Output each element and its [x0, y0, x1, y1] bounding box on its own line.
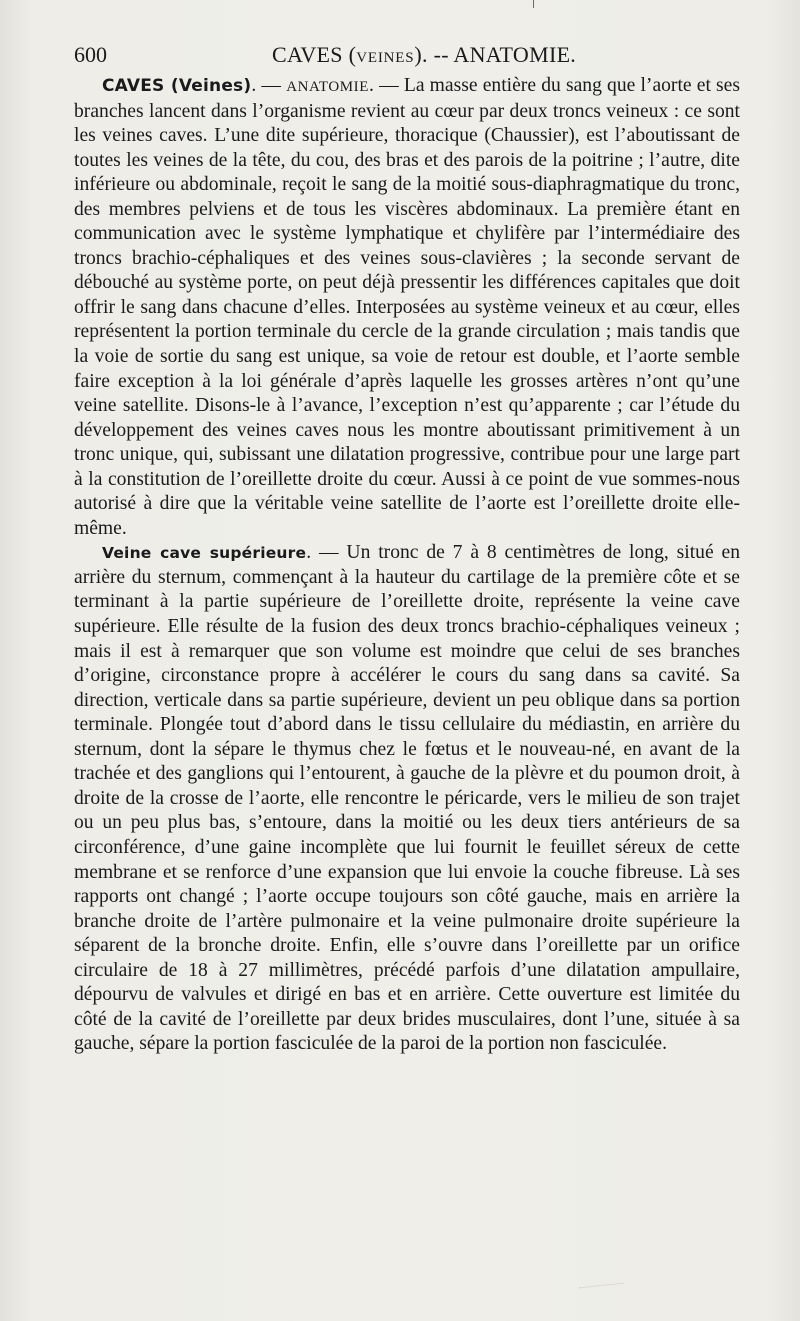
paragraph-intro-text: . — La masse entière du sang que l’aorte et ses branches lancent dans l’organisme revient au cœur par deux troncs veineux : ce sont les veines caves. L’une dite supérieure, thoracique (Chaussier), est l’aboutissant de toutes les veines de la tête, du cou, des bras et des parois de la poitrine ; l’autre, dite inférieure ou abdominale, reçoit le sang de la moitié sous-diaphragmatique du tronc, des membres pelviens et de tous les viscères abdominaux. La première étant en communication avec le système lymphatique et chylifère par l’intermédiaire des troncs brachio-céphaliques et des veines sous-clavières ; la seconde servant de débouché au système porte, on peut déjà pressentir les différences capitales que doit offrir le sang dans chacune d’elles. Interposées au système veineux et au cœur, elles représentent la portion terminale du cercle de la grande circulation ; mais tandis que la voie de sortie du sang est unique, sa voie de retour est double, et l’aorte semble faire exception à la loi générale d’après laquelle les grosses artères n’ont qu’une veine satellite. Disons-le à l’avance, l’exception n’est qu’apparente ; car l’étude du développement des veines caves nous les montre aboutissant primitivement à un tronc unique, qui, subissant une dilatation progressive, contribue pour une large part à la constitution de l’oreillette droite du cœur. Aussi à ce point de vue sommes-nous autorisé à dire que la véritable veine satellite de l’aorte est l’oreillette droite elle-même. [74, 75, 741, 539]
paragraph-intro [74, 74, 740, 541]
running-title [272, 40, 576, 73]
running-title-end: ). -- ANATOMIE. [414, 42, 577, 67]
paragraph-superior-vena-cava [74, 541, 740, 1056]
page-number: 600 [74, 42, 107, 67]
article-heading: CAVES (Veines) [102, 76, 252, 96]
paragraph-superior-vena-cava-text: . — Un tronc de 7 à 8 centimètres de long, situé en arrière du sternum, commençant à la hauteur du cartilage de la première côte et se terminant à la partie supérieure de l’oreillette droite, représente la veine cave supérieure. Elle résulte de la fusion des deux troncs brachio-céphaliques veineux ; mais il est à remarquer que son volume est moindre que celui de ses branches d’origine, circonstance propre à accélérer le cours du sang dans sa cavité. Sa direction, verticale dans sa partie supérieure, devient un peu oblique dans sa portion terminale. Plongée tout d’abord dans le tissu cellulaire du médiastin, en arrière du sternum, dont la sépare le thymus chez le fœtus et le nouveau-né, en avant de la trachée et des ganglions qui l’entourent, à gauche de la plèvre et du poumon droit, à droite de la crosse de l’aorte, elle rencontre le péricarde, vers le milieu de son trajet ou un peu plus bas, s’entoure, dans la moitié ou les deux tiers antérieurs de sa circonférence, d’une gaine incomplète que lui fournit le feuillet séreux de cette membrane et se renforce d’une expansion que lui envoie la couche fibreuse. Là ses rapports ont changé ; l’aorte occupe toujours son côté gauche, mais en arrière la branche droite de l’artère pulmonaire et la veine pulmonaire droite supérieure la séparent de la bronche droite. Enfin, elle s’ouvre dans l’oreillette par un orifice circulaire de 18 à 27 millimètres, précédé parfois d’une dilatation ampullaire, dépourvu de valvules et dirigé en bas et en arrière. Cette ouverture est limitée du côté de la cavité de l’oreillette par deux brides musculaires, dont l’une, située à sa gauche, sépare la portion fasciculée de la paroi de la portion non fasciculée. [74, 542, 740, 1055]
running-header [74, 40, 740, 70]
running-title-small: VEINES [356, 50, 415, 66]
running-title-main: CAVES ( [272, 42, 357, 67]
faint-pencil-mark [580, 1283, 625, 1297]
subsection-heading: Veine cave supérieure [102, 544, 307, 563]
scan-mark [533, 0, 534, 8]
section-label: ANATOMIE [286, 79, 370, 95]
heading-separator: . — [251, 75, 287, 96]
article-body [74, 74, 740, 1057]
